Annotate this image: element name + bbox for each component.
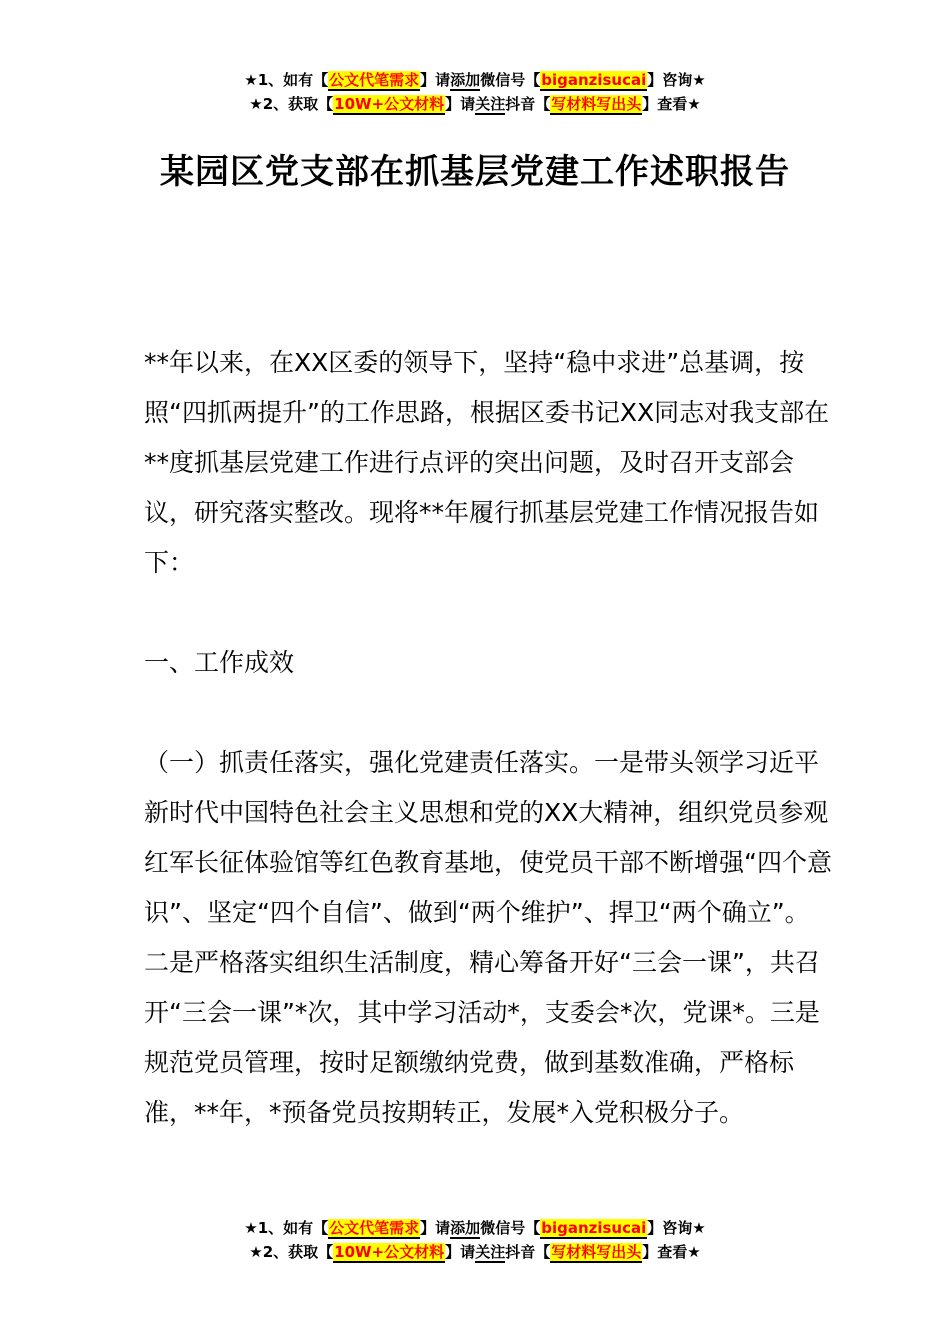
promo-underline: 关注	[475, 1243, 506, 1261]
promo-highlight: biganzisucai	[541, 1219, 647, 1237]
promo-text: 】请	[420, 71, 451, 89]
promo-highlight: 写材料写出头	[551, 95, 642, 113]
section-heading	[144, 638, 834, 688]
promo-highlight: 写材料写出头	[551, 1243, 642, 1261]
star-icon: ★	[692, 71, 706, 89]
promo-text: 1、如有【	[257, 1219, 329, 1237]
footer-promo-banner	[0, 1216, 950, 1264]
paragraph-text: **年以来，在XX区委的领导下，坚持“稳中求进”总基调，按照“四抓两提升”的工作思路，根据区委书记XX同志对我支部在**度抓基层党建工作进行点评的突出问题，及时召开支部会议，研究落实整改。现将**年履行抓基层党建工作情况报告如下：	[144, 348, 830, 577]
star-icon: ★	[249, 1243, 263, 1261]
promo-text: 】咨询	[647, 1219, 693, 1237]
paragraph-text: （一）抓责任落实，强化党建责任落实。一是带头领学习近平新时代中国特色社会主义思想和党的XX大精神，组织党员参观红军长征体验馆等红色教育基地，使党员干部不断增强“四个意识”、坚定“四个自信”、做到“两个维护”、捍卫“两个确立”。二是严格落实组织生活制度，精心筹备开好“三会一课”，共召开“三会一课”*次，其中学习活动*，支委会*次，党课*。三是规范党员管理，按时足额缴纳党费，做到基数准确，严格标准，**年，*预备党员按期转正，发展*入党积极分子。	[144, 748, 832, 1127]
promo-text: 微信号【	[480, 71, 541, 89]
promo-text: 】请	[445, 95, 476, 113]
promo-underline: 关注	[475, 95, 506, 113]
promo-text: 】查看	[642, 95, 688, 113]
promo-text: 抖音【	[505, 1243, 551, 1261]
document-title: 某园区党支部在抓基层党建工作述职报告	[160, 152, 790, 192]
promo-line-1	[0, 68, 950, 92]
promo-text: 】请	[420, 1219, 451, 1237]
promo-line-2	[0, 92, 950, 116]
star-icon: ★	[687, 95, 701, 113]
intro-paragraph	[144, 338, 834, 588]
promo-line-2	[0, 1240, 950, 1264]
star-icon: ★	[249, 95, 263, 113]
promo-line-1	[0, 1216, 950, 1240]
promo-text: 1、如有【	[257, 71, 329, 89]
star-icon: ★	[687, 1243, 701, 1261]
promo-text: 2、获取【	[262, 95, 334, 113]
promo-text: 2、获取【	[262, 1243, 334, 1261]
star-icon: ★	[692, 1219, 706, 1237]
star-icon: ★	[244, 1219, 258, 1237]
heading-text: 一、工作成效	[144, 648, 295, 677]
promo-highlight: biganzisucai	[541, 71, 647, 89]
promo-text: 】查看	[642, 1243, 688, 1261]
promo-underline: 添加	[450, 1219, 481, 1237]
promo-text: 】请	[445, 1243, 476, 1261]
header-promo-banner	[0, 68, 950, 116]
promo-text: 微信号【	[480, 1219, 541, 1237]
promo-text: 】咨询	[647, 71, 693, 89]
promo-highlight: 10W+公文材料	[334, 1243, 445, 1261]
promo-highlight: 公文代笔需求	[329, 1219, 420, 1237]
promo-highlight: 10W+公文材料	[334, 95, 445, 113]
promo-highlight: 公文代笔需求	[329, 71, 420, 89]
star-icon: ★	[244, 71, 258, 89]
section-paragraph	[144, 738, 834, 1138]
promo-text: 抖音【	[505, 95, 551, 113]
promo-underline: 添加	[450, 71, 481, 89]
